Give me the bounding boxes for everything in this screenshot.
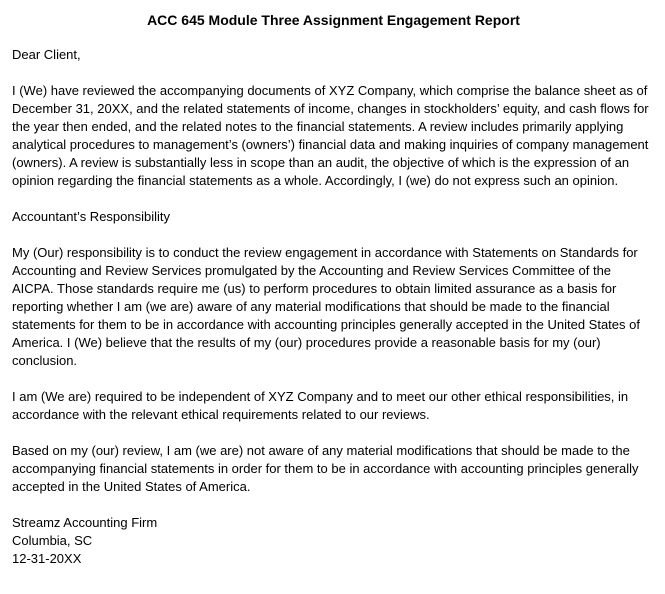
section-heading-accountants-responsibility: Accountant’s Responsibility	[12, 209, 171, 224]
salutation: Dear Client,	[12, 47, 81, 62]
firm-location: Columbia, SC	[12, 533, 93, 548]
responsibility-paragraph: My (Our) responsibility is to conduct the review engagement in accordance with Statements on Standards for Accounting and Review Services promulgated by the Accounting and Review Services Committee of the AICPA. Those standards require me (us) to perform procedures to obtain limited assurance as a basis for reporting whether I am (we are) aware of any material modifications that should be made to the financial statements for them to be in accordance with accounting principles generally accepted in the United States of America. I (We) believe that the results of my (our) procedures provide a reasonable basis for my (our) conclusion.	[12, 245, 640, 368]
review-scope-paragraph: I (We) have reviewed the accompanying documents of XYZ Company, which comprise the balance sheet as of December 31, 20XX, and the related statements of income, changes in stockholders’ equity, and cash flows for the year then ended, and the related notes to the financial statements. A review includes primarily applying analytical procedures to management’s (owners’) financial data and making inquiries of company management (owners). A review is substantially less in scope than an audit, the objective of which is the expression of an opinion regarding the financial statements as a whole. Accordingly, I (we) do not express such an opinion.	[12, 83, 649, 188]
document-title: ACC 645 Module Three Assignment Engagement Report	[147, 12, 520, 28]
signature-block	[12, 514, 655, 568]
conclusion-paragraph: Based on my (our) review, I am (we are) not aware of any material modifications that should be made to the accompanying financial statements in order for them to be in accordance with accounting principles generally accepted in the United States of America.	[12, 443, 639, 494]
report-date: 12-31-20XX	[12, 551, 82, 566]
independence-paragraph: I am (We are) required to be independent of XYZ Company and to meet our other ethical responsibilities, in accordance with the relevant ethical requirements related to our reviews.	[12, 389, 629, 422]
firm-name: Streamz Accounting Firm	[12, 515, 158, 530]
